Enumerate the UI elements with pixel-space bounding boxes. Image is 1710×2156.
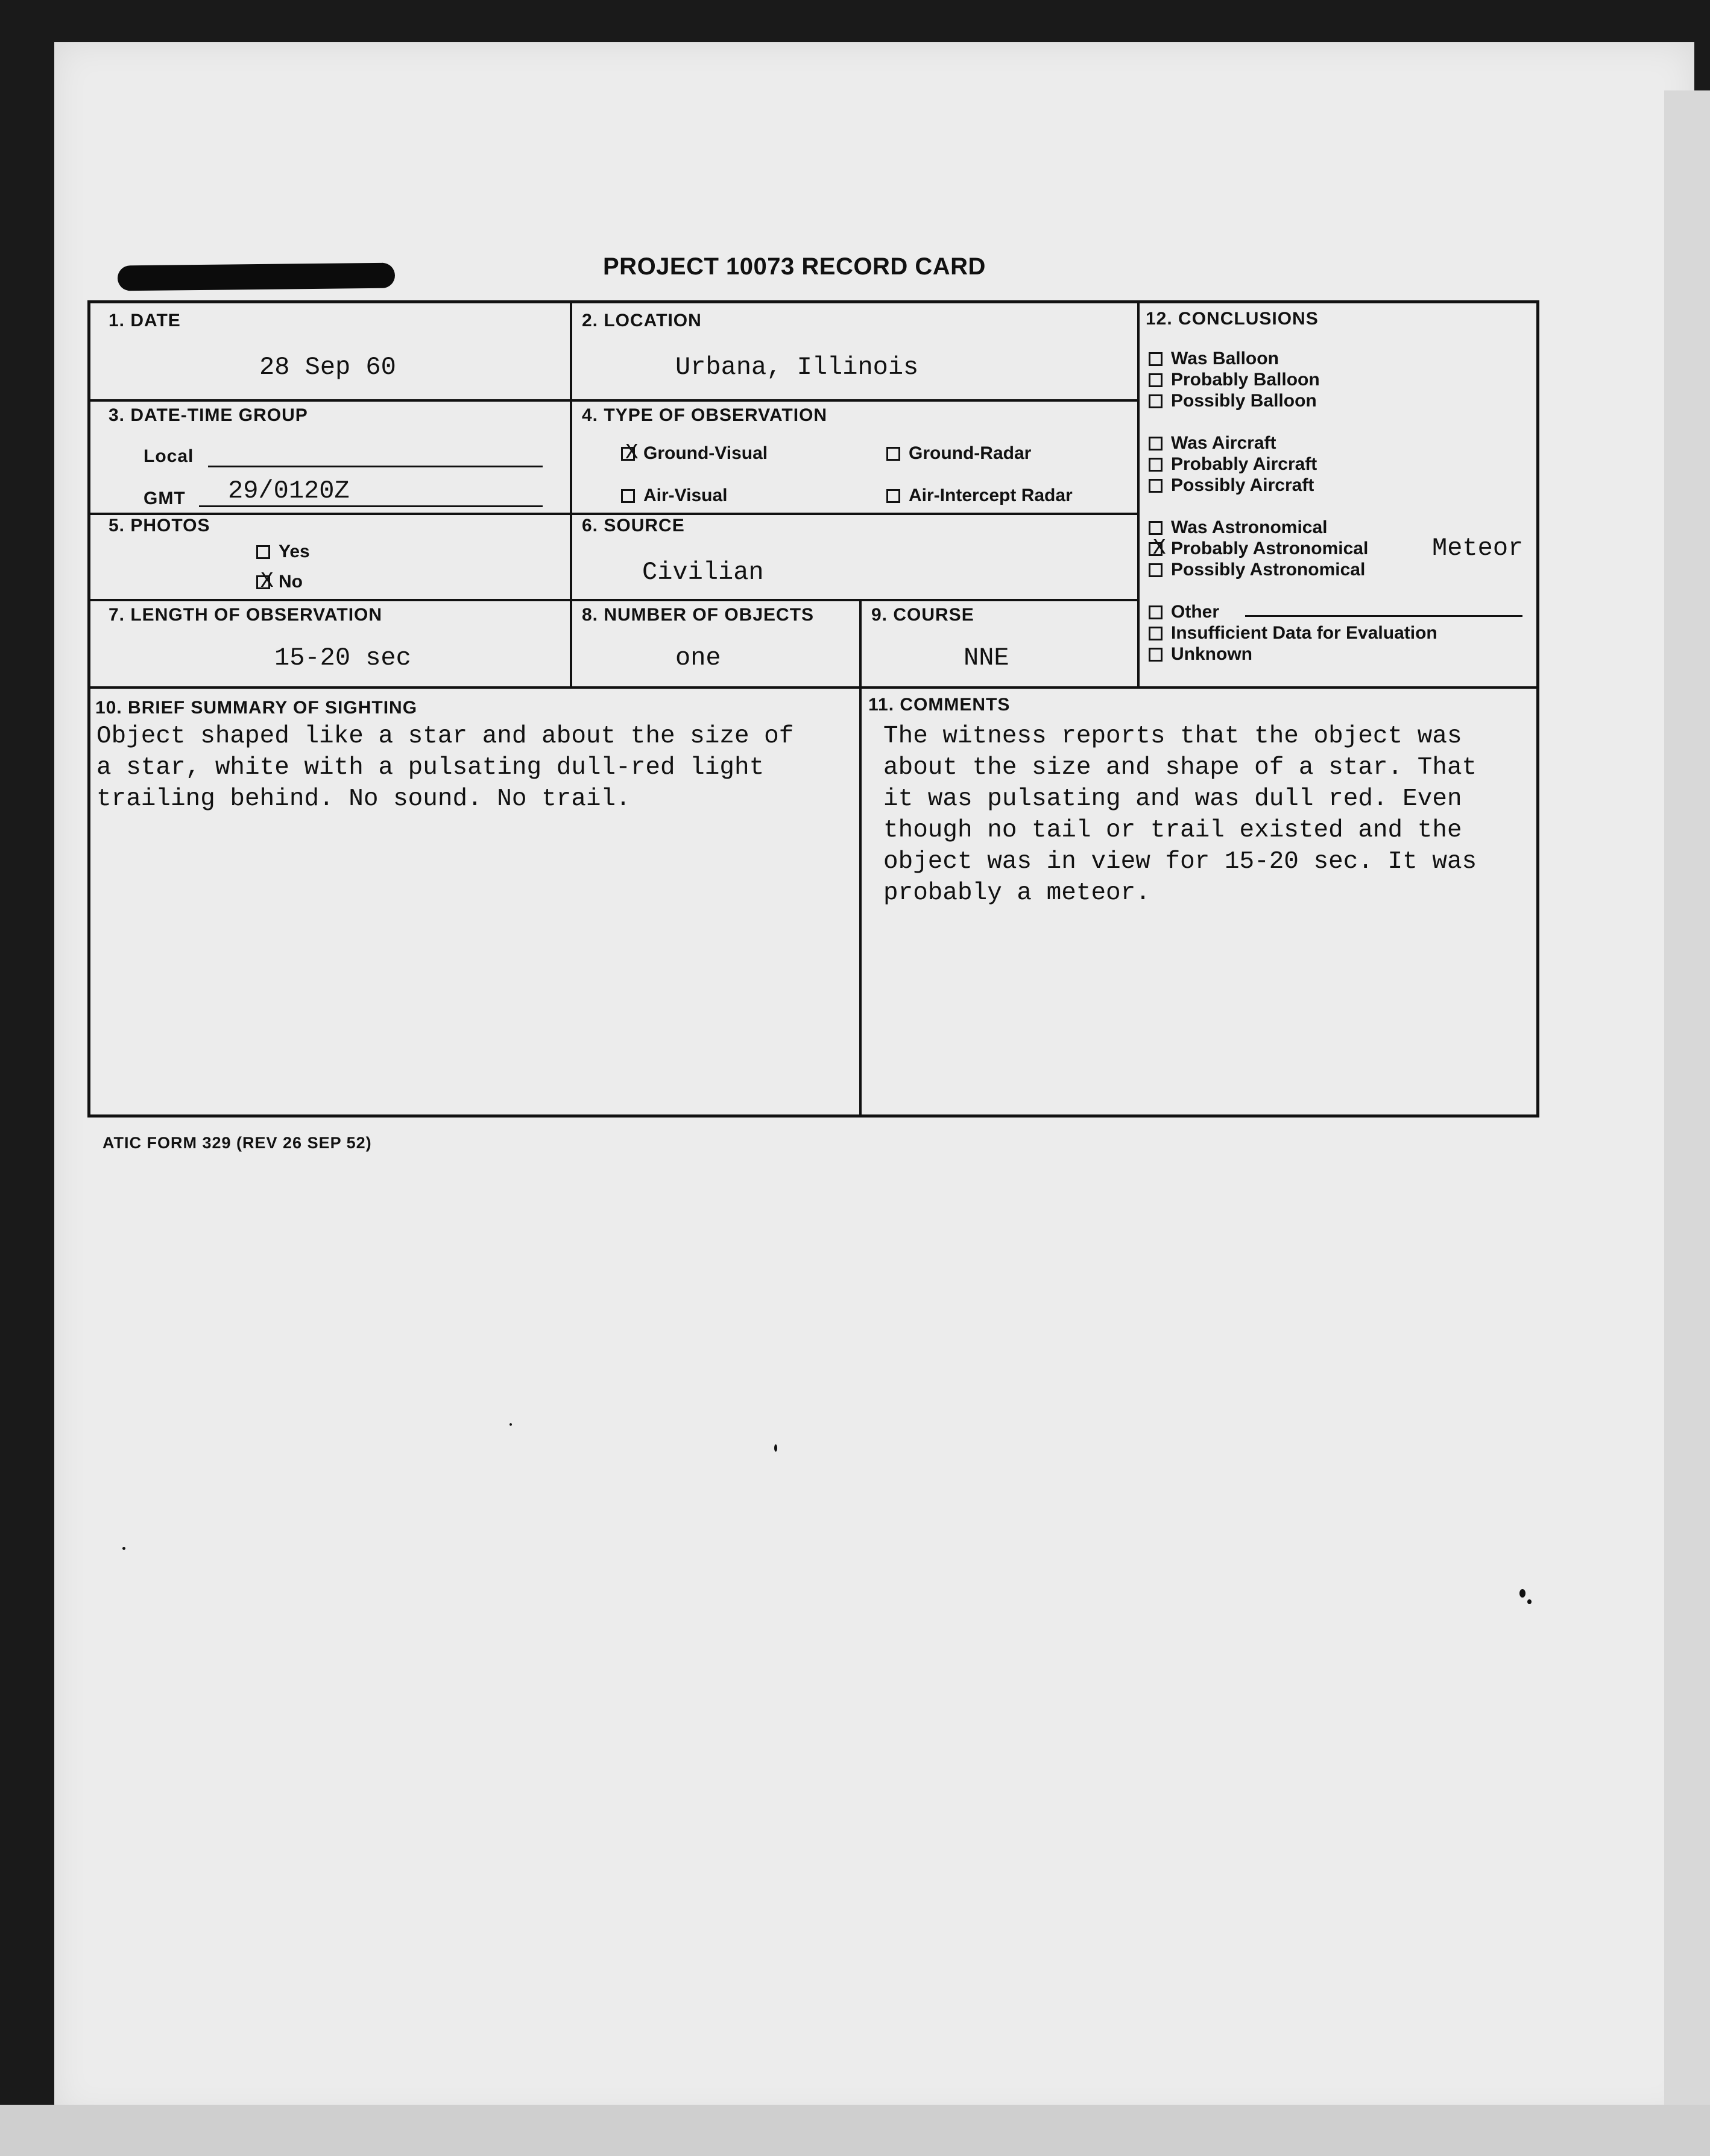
conclusion-was-astronomical[interactable] [1149, 517, 1328, 538]
checkbox [621, 489, 635, 503]
row-divider-2 [89, 513, 1138, 515]
conclusion-probably-astronomical[interactable] [1149, 539, 1368, 559]
redaction-mark [118, 263, 395, 291]
checkbox [1149, 437, 1163, 450]
conclusion-was-aircraft[interactable] [1149, 433, 1276, 454]
option-label: Yes [279, 542, 310, 561]
other-underline [1245, 615, 1522, 617]
checkbox [1149, 627, 1163, 640]
option-label: Possibly Astronomical [1171, 560, 1366, 580]
row-divider-1 [89, 399, 1138, 402]
option-label: No [279, 572, 303, 592]
option-label: Other [1171, 602, 1220, 622]
source-label: 6. SOURCE [582, 516, 685, 536]
photos-label: 5. PHOTOS [109, 516, 210, 536]
option-air-visual[interactable] [621, 485, 728, 506]
course-value: NNE [964, 643, 1009, 672]
page-edge-shadow [1664, 90, 1710, 2156]
number-of-objects-label: 8. NUMBER OF OBJECTS [582, 605, 815, 625]
gmt-value: 29/0120Z [228, 476, 350, 505]
date-time-group-label: 3. DATE-TIME GROUP [109, 405, 308, 425]
location-label: 2. LOCATION [582, 311, 702, 330]
form-number: ATIC FORM 329 (REV 26 SEP 52) [103, 1134, 372, 1152]
col-divider-c [859, 686, 862, 1116]
option-label: Unknown [1171, 644, 1252, 664]
checkbox [256, 545, 270, 559]
option-label: Ground-Visual [643, 443, 768, 463]
checkbox-checked [256, 575, 270, 589]
option-label: Probably Aircraft [1171, 454, 1317, 474]
option-ground-radar[interactable] [886, 443, 1031, 464]
date-label: 1. DATE [109, 311, 181, 330]
local-underline [208, 466, 543, 467]
checkbox [1149, 563, 1163, 577]
col-divider-b [859, 599, 862, 688]
brief-summary-text: Object shaped like a star and about the size of a star, white with a pulsating dull-red light trailing behind. No sound. No trail. [96, 722, 794, 813]
type-of-observation-label: 4. TYPE OF OBSERVATION [582, 405, 828, 425]
scan-speck [1519, 1589, 1525, 1598]
checkbox [1149, 458, 1163, 472]
option-label: Possibly Balloon [1171, 391, 1317, 411]
option-label: Probably Astronomical [1171, 539, 1369, 558]
location-value: Urbana, Illinois [675, 353, 919, 382]
local-label: Local [144, 446, 194, 466]
conclusions-label: 12. CONCLUSIONS [1146, 309, 1319, 329]
option-label: Air-Visual [643, 485, 728, 505]
option-label: Air-Intercept Radar [909, 485, 1073, 505]
course-label: 9. COURSE [871, 605, 974, 625]
brief-summary-label: 10. BRIEF SUMMARY OF SIGHTING [95, 698, 418, 718]
checkbox [886, 489, 900, 503]
checkbox [886, 447, 900, 461]
scan-speck [1527, 1599, 1532, 1604]
scan-speck [510, 1423, 512, 1426]
conclusion-unknown[interactable] [1149, 644, 1252, 665]
option-ground-visual[interactable] [621, 443, 768, 464]
option-label: Was Astronomical [1171, 517, 1328, 537]
option-label: Possibly Aircraft [1171, 475, 1314, 495]
length-of-observation-value: 15-20 sec [274, 643, 411, 672]
conclusion-other[interactable] [1149, 602, 1219, 622]
checkbox-checked [621, 447, 635, 461]
checkbox [1149, 479, 1163, 493]
conclusion-probably-aircraft[interactable] [1149, 454, 1317, 475]
option-label: Was Balloon [1171, 349, 1279, 368]
scan-speck [774, 1444, 777, 1452]
comments-text: The witness reports that the object was about the size and shape of a star. That it was pulsating and was dull red. Even though no tail or trail existed and the object was in view for 15-20 sec. It was probably a meteor. [883, 722, 1477, 907]
card-title: PROJECT 10073 RECORD CARD [603, 253, 986, 280]
checkbox [1149, 352, 1163, 366]
conclusion-was-balloon[interactable] [1149, 349, 1279, 369]
scan-speck [122, 1547, 125, 1550]
conclusion-possibly-astronomical[interactable] [1149, 560, 1365, 580]
option-label: Ground-Radar [909, 443, 1032, 463]
gmt-underline [199, 505, 543, 507]
comments-label: 11. COMMENTS [868, 695, 1011, 715]
conclusion-possibly-balloon[interactable] [1149, 391, 1317, 411]
photos-option-yes[interactable] [256, 542, 310, 562]
conclusion-annotation: Meteor [1432, 534, 1524, 563]
checkbox [1149, 648, 1163, 662]
col-divider-a [570, 302, 572, 688]
col-divider-conclusions [1137, 302, 1140, 688]
option-air-intercept-radar[interactable] [886, 485, 1073, 506]
checkbox [1149, 394, 1163, 408]
checkbox-checked [1149, 542, 1163, 556]
row-divider-4 [89, 686, 1538, 689]
row-divider-3 [89, 599, 1138, 601]
number-of-objects-value: one [675, 643, 721, 672]
date-value: 28 Sep 60 [259, 353, 396, 382]
option-label: Probably Balloon [1171, 370, 1320, 390]
option-label: Was Aircraft [1171, 433, 1276, 453]
photos-option-no[interactable] [256, 572, 303, 592]
conclusion-probably-balloon[interactable] [1149, 370, 1320, 390]
conclusion-possibly-aircraft[interactable] [1149, 475, 1314, 496]
gmt-label: GMT [144, 488, 186, 508]
checkbox [1149, 605, 1163, 619]
option-label: Insufficient Data for Evaluation [1171, 623, 1437, 643]
length-of-observation-label: 7. LENGTH OF OBSERVATION [109, 605, 383, 625]
checkbox [1149, 521, 1163, 535]
checkbox [1149, 373, 1163, 387]
conclusion-insufficient-data[interactable] [1149, 623, 1437, 643]
source-value: Civilian [642, 558, 764, 587]
scan-bottom-band [0, 2105, 1710, 2156]
